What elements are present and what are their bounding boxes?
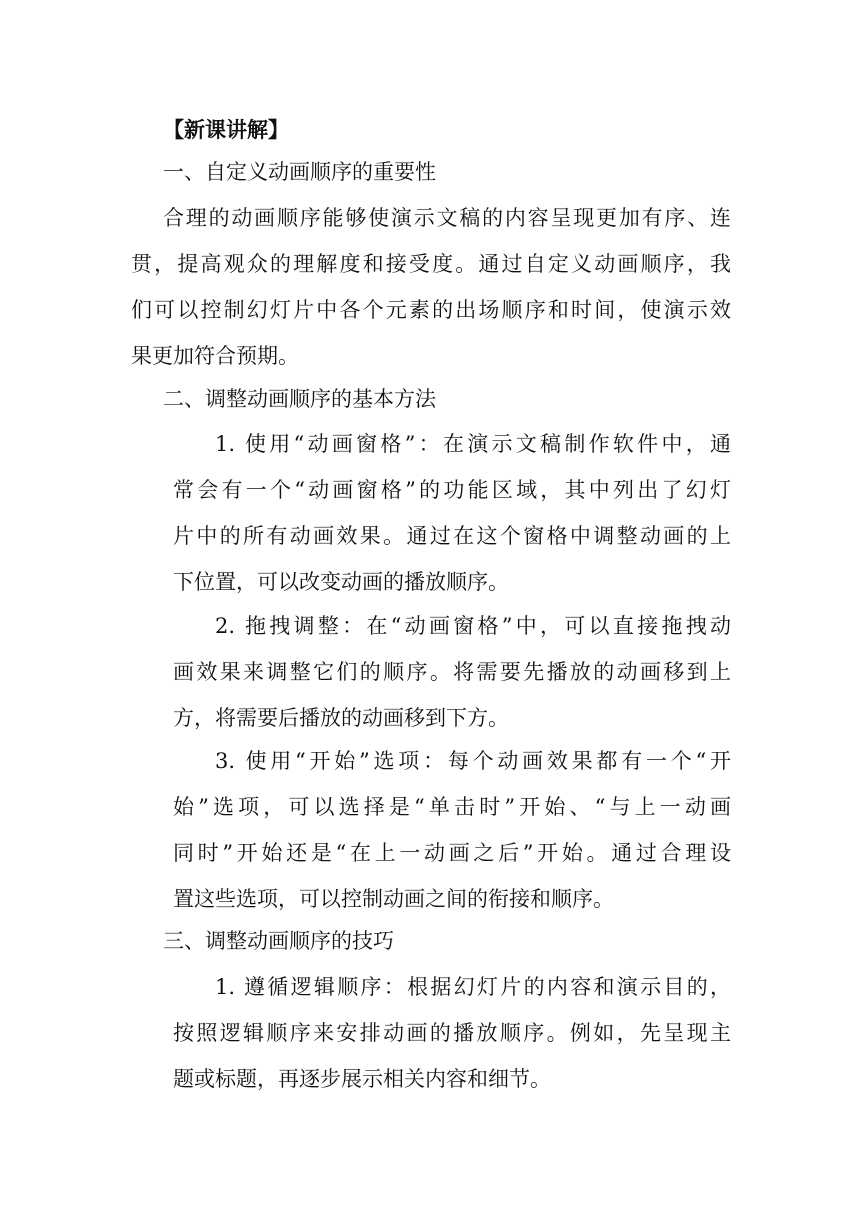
list-item-line: 1. 遵循逻辑顺序：根据幻灯片的内容和演示目的， bbox=[215, 975, 731, 999]
list-item-line: 始”选项，可以选择是“单击时”开始、“与上一动画 bbox=[173, 795, 731, 819]
list-item-line: 置这些选项，可以控制动画之间的衔接和顺序。 bbox=[173, 887, 614, 911]
list-item-line: 题或标题，再逐步展示相关内容和细节。 bbox=[173, 1067, 551, 1091]
list-item-line: 画效果来调整它们的顺序。将需要先播放的动画移到上 bbox=[173, 660, 731, 684]
paragraph-line: 们可以控制幻灯片中各个元素的出场顺序和时间，使演示效 bbox=[131, 298, 731, 322]
paragraph-line: 果更加符合预期。 bbox=[131, 344, 299, 368]
list-item-line: 3. 使用“开始”选项：每个动画效果都有一个“开 bbox=[215, 749, 731, 773]
list-item-line: 按照逻辑顺序来安排动画的播放顺序。例如，先呈现主 bbox=[173, 1021, 731, 1045]
list-item-line: 片中的所有动画效果。通过在这个窗格中调整动画的上 bbox=[173, 524, 731, 548]
paragraph-line: 合理的动画顺序能够使演示文稿的内容呈现更加有序、连 bbox=[163, 206, 731, 230]
paragraph-line: 贯，提高观众的理解度和接受度。通过自定义动画顺序，我 bbox=[131, 252, 731, 276]
list-item-line: 下位置，可以改变动画的播放顺序。 bbox=[173, 570, 509, 594]
heading-basic-methods: 二、调整动画顺序的基本方法 bbox=[163, 387, 436, 411]
section-title: 【新课讲解】 bbox=[163, 117, 289, 142]
list-item-line: 同时”开始还是“在上一动画之后”开始。通过合理设 bbox=[173, 841, 731, 865]
list-item-line: 1. 使用“动画窗格”：在演示文稿制作软件中，通 bbox=[215, 432, 731, 456]
list-item-line: 常会有一个“动画窗格”的功能区域，其中列出了幻灯 bbox=[173, 478, 731, 502]
heading-importance: 一、自定义动画顺序的重要性 bbox=[163, 160, 436, 184]
heading-techniques: 三、调整动画顺序的技巧 bbox=[163, 929, 394, 953]
list-item-line: 方，将需要后播放的动画移到下方。 bbox=[173, 706, 509, 730]
list-item-line: 2. 拖拽调整：在“动画窗格”中，可以直接拖拽动 bbox=[215, 614, 731, 638]
